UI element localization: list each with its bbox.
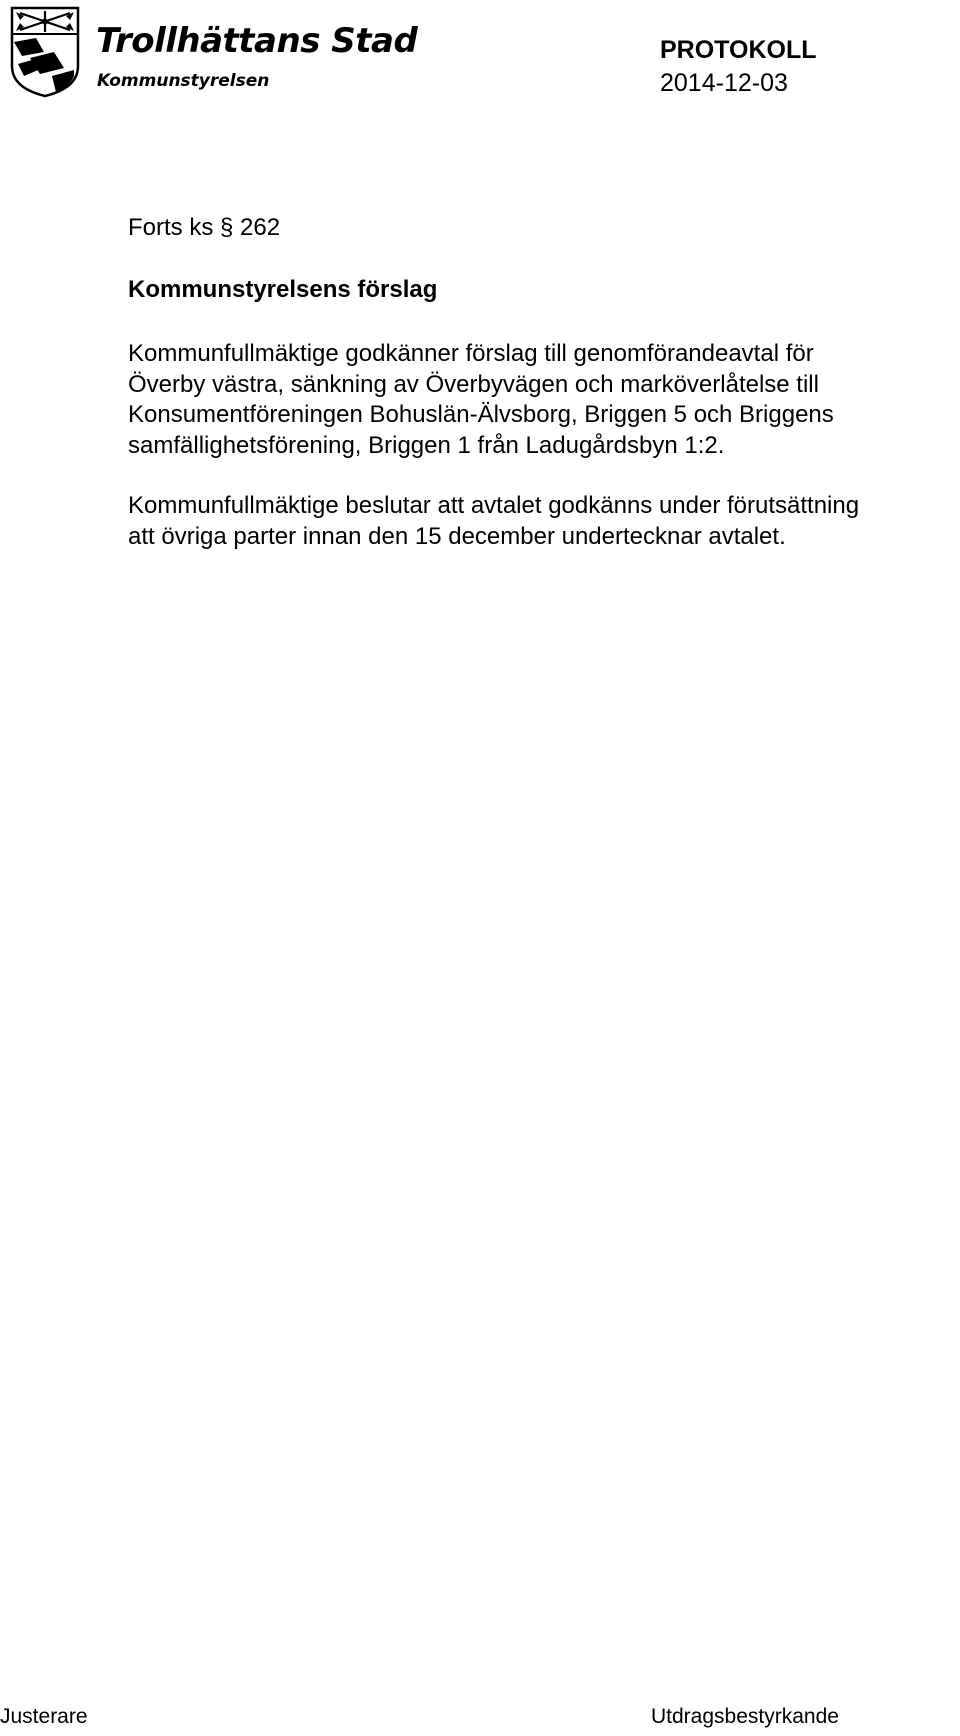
proposal-paragraph [128,339,960,461]
paragraph-line: Överby västra, sänkning av Överbyvägen och marköverlåtelse till [128,370,819,398]
paragraph-line: att övriga parter innan den 15 december undertecknar avtalet. [128,522,786,550]
coat-of-arms-icon [8,4,82,100]
organization-department: Kommunstyrelsen [97,71,270,91]
document-type: PROTOKOLL [660,36,817,64]
organization-name: Trollhättans Stad [96,21,418,61]
section-heading: Kommunstyrelsens förslag [128,276,438,303]
paragraph-line: Konsumentföreningen Bohuslän-Älvsborg, Briggen 5 och Briggens [128,401,834,428]
decision-paragraph [128,491,960,552]
paragraph-line: Kommunfullmäktige godkänner förslag till genomförandeavtal för [128,340,814,367]
protocol-body [128,213,960,552]
case-reference: Forts ks § 262 [128,214,281,241]
footer-certification-label: Utdragsbestyrkande [651,1705,839,1728]
footer-adjuster-label: Justerare [0,1705,88,1728]
paragraph-line: Kommunfullmäktige beslutar att avtalet godkänns under förutsättning [128,492,860,519]
document-date: 2014-12-03 [660,69,788,97]
paragraph-line: samfällighetsförening, Briggen 1 från Ladugårdsbyn 1:2. [128,431,725,459]
